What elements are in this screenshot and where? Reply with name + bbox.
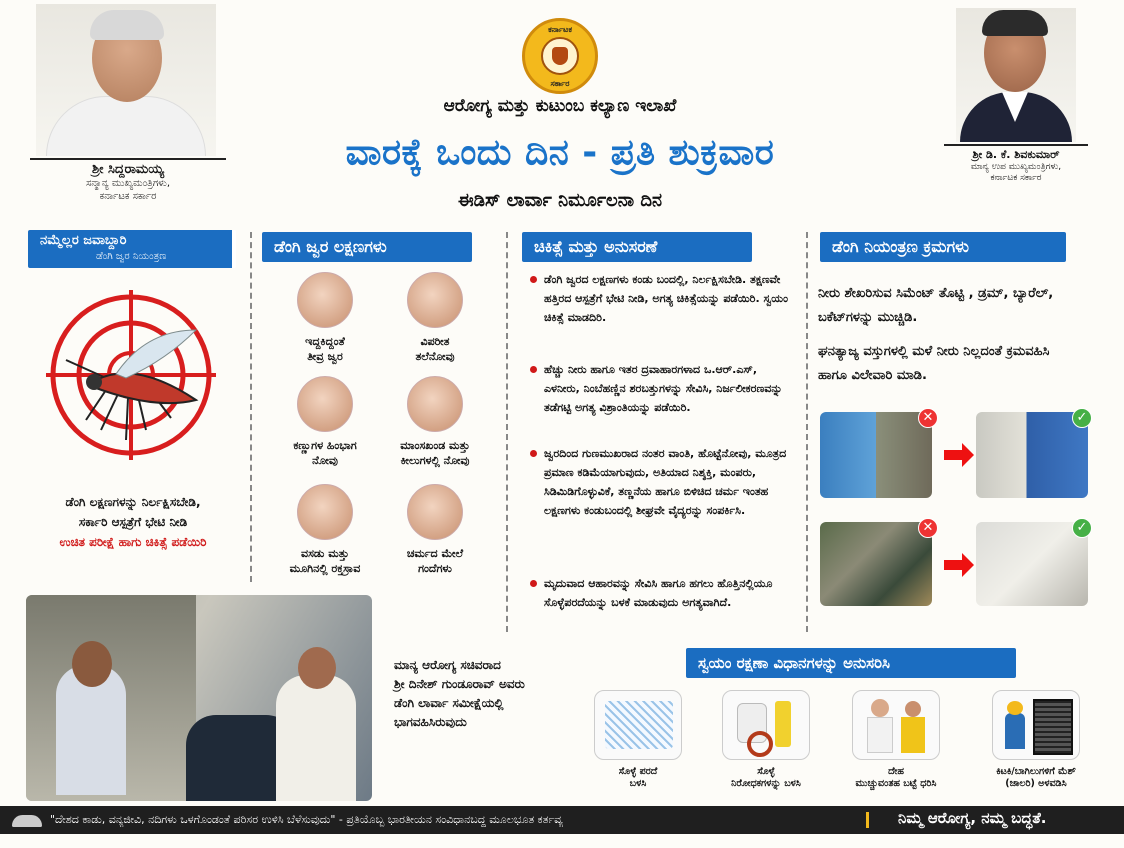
deputy-chief-minister-name: ಶ್ರೀ ಡಿ. ಕೆ. ಶಿವಕುಮಾರ್ [972,148,1060,161]
divider [250,232,252,582]
symptom-item [270,376,380,468]
uncovered-containers-photo [820,412,932,498]
responsibility-header [28,230,236,268]
symptom-label: ಕಣ್ಣುಗಳ ಹಿಂಭಾಗ [293,439,357,452]
chief-minister-govt: ಕರ್ನಾಟಕ ಸರ್ಕಾರ [99,191,157,202]
footer-quote: "ದೇಶದ ಕಾಡು, ವನ್ಯಜೀವಿ, ನದಿಗಳು ಒಳಗೊಂಡಂತೆ ಪರಿಸರ ಉಳಿಸಿ ಬೆಳೆಸುವುದು" - ಪ್ರತಿಯೊಬ್ಬ ಭಾರತೀಯನ ಸಂವಿಧಾನಬದ್ಧ ಮೂಲಭೂತ ಕರ್ತವ್ಯ [50,813,563,826]
emblem-top-text: ಕರ್ನಾಟಕ [548,25,572,34]
minister-caption [394,656,570,732]
control-text: ಘನತ್ಯಾಜ್ಯ ವಸ್ತುಗಳಲ್ಲಿ ಮಳೆ ನೀರು ನಿಲ್ಲದಂತೆ ಕ್ರಮವಹಿಸಿ ಹಾಗೂ ವಿಲೇವಾರಿ ಮಾಡಿ. [818,344,1050,383]
responsibility-subtitle: ಡೆಂಗಿ ಜ್ವರ ನಿಯಂತ್ರಣ [96,251,167,262]
chief-minister-caption [30,158,226,203]
joint-pain-icon [407,376,463,432]
emblem-bottom-text: ಸರ್ಕಾರ [550,79,570,88]
control-header: ಡೆಂಗಿ ನಿಯಂತ್ರಣ ಕ್ರಮಗಳು [820,232,1066,262]
self-protection-label: ಕಿಟಕಿ/ಬಾಗಿಲುಗಳಿಗೆ ಮೆಶ್ [996,766,1076,777]
high-fever-icon [297,272,353,328]
treatment-bullet: ಜ್ವರದಿಂದ ಗುಣಮುಖರಾದ ನಂತರ ವಾಂತಿ, ಹೊಟ್ಟೆನೋವು, ಮೂತ್ರದ ಪ್ರಮಾಣ ಕಡಿಮೆಯಾಗುವುದು, ಅತಿಯಾದ ನಿಶ್ಶಕ್ತಿ, ಮಂಪರು, ಸಿಡಿಮಿಡಿಗೊಳ್ಳುವಿಕೆ, ತಣ್ಣನೆಯ ಹಾಗೂ ಬಿಳಿಚಿದ ಚರ್ಮ ಇಂತಹ ಲಕ್ಷಣಗಳು ಕಂಡುಬಂದಲ್ಲಿ ಶೀಘ್ರವೇ ವೈದ್ಯರನ್ನು ಸಂಪರ್ಕಿಸಿ. [530,444,792,520]
control-text: ನೀರು ಶೇಖರಿಸುವ ಸಿಮೆಂಟ್ ತೊಟ್ಟಿ , ಡ್ರಮ್, ಬ್ಯಾರೆಲ್, ಬಕೆಟ್‌ಗಳನ್ನು ಮುಚ್ಚಿಡಿ. [818,286,1054,325]
footer-bar [0,806,1124,834]
treatment-header: ಚಿಕಿತ್ಸೆ ಮತ್ತು ಅನುಸರಣೆ [522,232,752,262]
covered-containers-photo [976,412,1088,498]
self-protection-header: ಸ್ವಯಂ ರಕ್ಷಣಾ ವಿಧಾನಗಳನ್ನು ಅನುಸರಿಸಿ [686,648,1016,678]
self-protection-label: ಸೊಳ್ಳೆ [757,766,775,777]
symptom-label: ನೋವು [312,454,338,467]
chief-minister-role: ಸನ್ಮಾನ್ಯ ಮುಖ್ಯಮಂತ್ರಿಗಳು, [85,178,171,189]
symptom-item [270,484,380,576]
symptom-label: ಮಾಂಸಖಂಡ ಮತ್ತು [400,439,470,452]
mosquito-net-icon [594,690,682,760]
self-protection-item [712,690,820,790]
minister-name: ಶ್ರೀ ದಿನೇಶ್ ಗುಂಡೂರಾವ್ [394,677,495,691]
deputy-chief-minister-caption [944,144,1088,184]
symptom-label: ತಲೆನೋವು [415,350,455,363]
wrong-mark-icon: ✕ [918,408,938,428]
minister-caption-suffix: ಅವರು [494,677,525,691]
waste-bagged-photo [976,522,1088,606]
responsibility-message [30,492,236,552]
mosquito-repellent-icon [722,690,810,760]
self-protection-label: (ಜಾಲರಿ) ಅಳವಡಿಸಿ [1005,778,1067,789]
treatment-bullet: ಡೆಂಗಿ ಜ್ವರದ ಲಕ್ಷಣಗಳು ಕಂಡು ಬಂದಲ್ಲಿ, ನಿರ್ಲಕ್ಷಿಸಬೇಡಿ. ತಕ್ಷಣವೇ ಹತ್ತಿರದ ಆಸ್ಪತ್ರೆಗೆ ಭೇಟಿ ನೀಡಿ, ಅಗತ್ಯ ಚಿಕಿತ್ಸೆಯನ್ನು ಪಡೆಯಿರಿ. ಸ್ವಯಂ ಚಿಕಿತ್ಸೆ ಮಾಡದಿರಿ. [530,270,792,327]
wrong-mark-icon: ✕ [918,518,938,538]
chief-minister-portrait [36,4,216,156]
deputy-chief-minister-portrait [956,8,1076,142]
chief-minister-name: ಶ್ರೀ ಸಿದ್ದರಾಮಯ್ಯ [92,162,164,177]
treatment-bullet: ಹೆಚ್ಚು ನೀರು ಹಾಗೂ ಇತರ ದ್ರವಾಹಾರಗಳಾದ ಒ.ಆರ್.ಎಸ್, ಎಳನೀರು, ನಿಂಬೆಹಣ್ಣಿನ ಶರಬತ್ತುಗಳನ್ನು ಸೇವಿಸಿ, ನಿರ್ಜಲೀಕರಣವನ್ನು ತಡೆಗಟ್ಟಿ ಅಗತ್ಯ ವಿಶ್ರಾಂತಿಯನ್ನು ಪಡೆಯಿರಿ. [530,360,792,417]
footer-separator [866,812,869,828]
symptom-item [270,272,380,364]
message-line: ಸರ್ಕಾರಿ ಆಸ್ಪತ್ರೆಗೆ ಭೇಟಿ ನೀಡಿ [78,515,188,529]
message-line: ಡೆಂಗಿ ಲಕ್ಷಣಗಳನ್ನು ನಿರ್ಲಕ್ಷಿಸಬೇಡಿ, [65,495,201,509]
minister-caption-line: ಡೆಂಗಿ ಲಾರ್ವಾ ಸಮೀಕ್ಷೆಯಲ್ಲಿ [394,696,504,710]
waste-dump-photo [820,522,932,606]
symptom-label: ಚರ್ಮದ ಮೇಲೆ [406,547,464,560]
divider [806,232,808,632]
symptom-label: ವಸಡು ಮತ್ತು [301,547,349,560]
karnataka-govt-emblem [522,18,598,94]
footer-tagline: ನಿಮ್ಮ ಆರೋಗ್ಯ, ನಮ್ಮ ಬದ್ಧತೆ. [898,809,1047,827]
self-protection-item [982,690,1090,790]
right-mark-icon: ✓ [1072,408,1092,428]
symptoms-header: ಡೆಂಗಿ ಜ್ವರ ಲಕ್ಷಣಗಳು [262,232,472,262]
symptom-label: ಇದ್ದಕಿದ್ದಂತೆ [305,335,345,348]
self-protection-item [842,690,950,790]
message-highlight: ಉಚಿತ ಪರೀಕ್ಷೆ ಹಾಗು ಚಿಕಿತ್ಸೆ ಪಡೆಯಿರಿ [59,535,207,549]
self-protection-label: ಸೊಳ್ಳೆ ಪರದೆ [618,766,658,777]
symptom-label: ಮೂಗಿನಲ್ಲಿ ರಕ್ತಸ್ರಾವ [289,562,361,575]
arrow-right-icon [944,560,964,570]
minister-caption-line: ಭಾಗವಹಿಸಿರುವುದು [394,715,467,729]
eye-pain-icon [297,376,353,432]
symptom-label: ಗಂದೆಗಳು [418,562,452,575]
deputy-chief-minister-govt: ಕರ್ನಾಟಕ ಸರ್ಕಾರ [990,173,1042,183]
right-mark-icon: ✓ [1072,518,1092,538]
symptom-item [380,484,490,576]
arrow-right-icon [944,450,964,460]
self-protection-label: ಬಳಸಿ [629,778,647,789]
divider [506,232,508,632]
headline: ವಾರಕ್ಕೆ ಒಂದು ದಿನ - ಪ್ರತಿ ಶುಕ್ರವಾರ [345,132,775,173]
window-mesh-icon [992,690,1080,760]
self-protection-item [584,690,692,790]
symptom-label: ವಿಪರೀತ [420,335,450,348]
emblem-crest-icon [541,37,579,75]
skin-rash-icon [407,484,463,540]
treatment-bullet: ಮೃದುವಾದ ಆಹಾರವನ್ನು ಸೇವಿಸಿ ಹಾಗೂ ಹಗಲು ಹೊತ್ತಿನಲ್ಲಿಯೂ ಸೊಳ್ಳೆಪರದೆಯನ್ನು ಬಳಕೆ ಮಾಡುವುದು ಅಗತ್ಯವಾಗಿದೆ. [530,574,792,612]
responsibility-title: ನಮ್ಮೆಲ್ಲರ ಜವಾಬ್ದಾರಿ [40,233,127,248]
symptom-label: ತೀವ್ರ ಜ್ವರ [307,350,343,363]
self-protection-label: ದೇಹ [888,766,904,777]
mosquito-target-icon [46,290,216,460]
covered-clothing-icon [852,690,940,760]
minister-caption-line: ಮಾನ್ಯ ಆರೋಗ್ಯ ಸಚಿವರಾದ [394,658,501,672]
symptom-label: ಕೀಲುಗಳಲ್ಲಿ ನೋವು [400,454,470,467]
minister-caption-line [394,675,570,694]
gum-bleeding-icon [297,484,353,540]
self-protection-label: ಮುಚ್ಚುವಂತಹ ಬಟ್ಟೆ ಧರಿಸಿ [855,778,937,789]
symptom-item [380,272,490,364]
headache-icon [407,272,463,328]
symptom-item [380,376,490,468]
self-protection-label: ನಿರೋಧಕಗಳನ್ನು ಬಳಸಿ [731,778,801,789]
minister-survey-photo [26,595,372,801]
deputy-chief-minister-role: ಮಾನ್ಯ ಉಪ ಮುಖ್ಯಮಂತ್ರಿಗಳು, [970,162,1062,172]
department-name: ಆರೋಗ್ಯ ಮತ್ತು ಕುಟುಂಬ ಕಲ್ಯಾಣ ಇಲಾಖೆ [443,96,677,116]
parliament-icon [12,815,42,827]
subheadline: ಈಡಿಸ್ ಲಾರ್ವಾ ನಿರ್ಮೂಲನಾ ದಿನ [457,190,662,211]
